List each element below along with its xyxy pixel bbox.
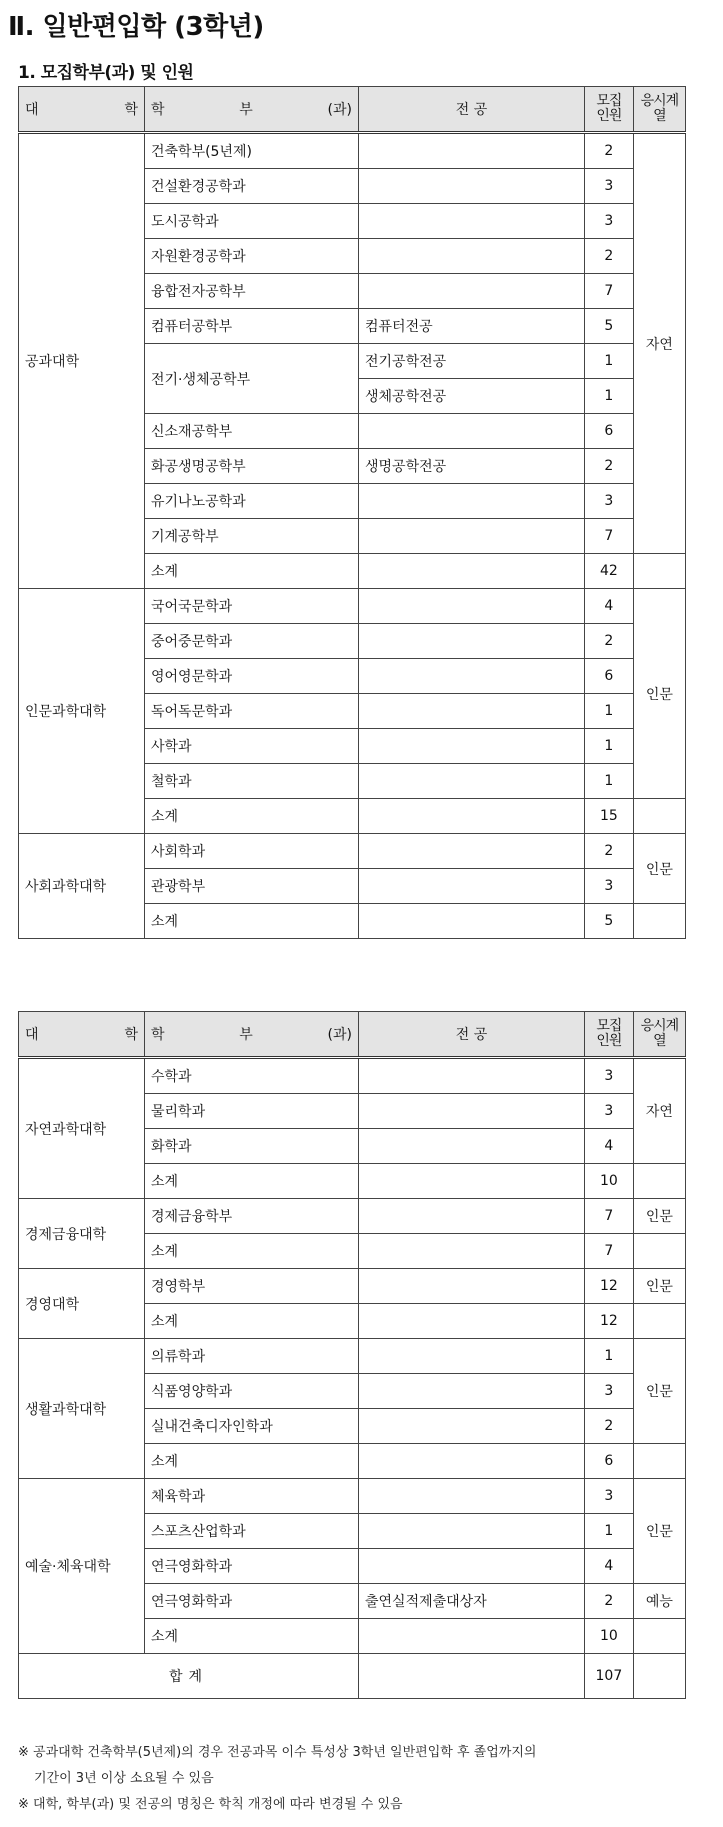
major-cell [359, 1234, 585, 1269]
major-cell [359, 1129, 585, 1164]
major-cell [359, 624, 585, 659]
major-cell [359, 1654, 585, 1699]
subtotal-count: 12 [584, 1304, 633, 1339]
college-cell: 생활과학대학 [19, 1339, 145, 1479]
major-cell [359, 519, 585, 554]
dept-cell: 독어독문학과 [145, 694, 359, 729]
grand-total-label: 합계 [19, 1654, 359, 1699]
count-cell: 2 [584, 239, 633, 274]
count-cell: 2 [584, 1409, 633, 1444]
table-header-row [19, 1012, 686, 1058]
track-cell: 자연 [633, 133, 685, 554]
major-cell [359, 729, 585, 764]
major-cell [359, 1058, 585, 1094]
major-cell [359, 554, 585, 589]
table-row [19, 1058, 686, 1094]
major-cell [359, 1409, 585, 1444]
subtotal-count: 15 [584, 799, 633, 834]
header-track: 응시계열 [633, 1012, 685, 1058]
major-cell [359, 484, 585, 519]
header-major: 전 공 [359, 1012, 585, 1058]
major-cell [359, 239, 585, 274]
major-cell [359, 1269, 585, 1304]
track-cell [633, 554, 685, 589]
dept-cell: 사학과 [145, 729, 359, 764]
dept-cell: 연극영화학과 [145, 1549, 359, 1584]
track-cell [633, 904, 685, 939]
major-cell: 생명공학전공 [359, 449, 585, 484]
count-cell: 3 [584, 169, 633, 204]
dept-cell: 컴퓨터공학부 [145, 309, 359, 344]
track-cell: 인문 [633, 589, 685, 799]
subtotal-label: 소계 [145, 554, 359, 589]
track-cell [633, 1234, 685, 1269]
dept-cell: 건설환경공학과 [145, 169, 359, 204]
count-cell: 3 [584, 1094, 633, 1129]
count-cell: 3 [584, 204, 633, 239]
track-cell: 인문 [633, 1479, 685, 1584]
major-cell [359, 204, 585, 239]
major-cell [359, 1339, 585, 1374]
dept-cell: 화공생명공학부 [145, 449, 359, 484]
major-cell [359, 1514, 585, 1549]
track-cell: 인문 [633, 834, 685, 904]
college-cell: 인문과학대학 [19, 589, 145, 834]
admission-table-1 [18, 86, 686, 939]
count-cell: 1 [584, 1339, 633, 1374]
count-cell: 3 [584, 1374, 633, 1409]
track-cell: 예능 [633, 1584, 685, 1619]
dept-cell: 건축학부(5년제) [145, 133, 359, 169]
dept-cell: 관광학부 [145, 869, 359, 904]
admission-table-2 [18, 1011, 686, 1699]
header-count: 모집인원 [584, 1012, 633, 1058]
major-cell [359, 764, 585, 799]
subtotal-count: 5 [584, 904, 633, 939]
table-row [19, 589, 686, 624]
header-major: 전 공 [359, 87, 585, 133]
major-cell: 출연실적제출대상자 [359, 1584, 585, 1619]
track-cell [633, 799, 685, 834]
dept-cell: 국어국문학과 [145, 589, 359, 624]
dept-cell: 기계공학부 [145, 519, 359, 554]
count-cell: 2 [584, 449, 633, 484]
subtotal-label: 소계 [145, 799, 359, 834]
header-dept: 학 부 (과) [145, 1012, 359, 1058]
subtotal-count: 7 [584, 1234, 633, 1269]
major-cell [359, 834, 585, 869]
dept-cell: 식품영양학과 [145, 1374, 359, 1409]
dept-cell: 실내건축디자인학과 [145, 1409, 359, 1444]
major-cell: 컴퓨터전공 [359, 309, 585, 344]
college-cell: 사회과학대학 [19, 834, 145, 939]
track-cell [633, 1444, 685, 1479]
dept-cell: 도시공학과 [145, 204, 359, 239]
count-cell: 3 [584, 484, 633, 519]
count-cell: 6 [584, 659, 633, 694]
count-cell: 1 [584, 694, 633, 729]
dept-cell: 전기·생체공학부 [145, 344, 359, 414]
track-cell: 인문 [633, 1269, 685, 1304]
count-cell: 3 [584, 1058, 633, 1094]
dept-cell: 중어중문학과 [145, 624, 359, 659]
count-cell: 7 [584, 274, 633, 309]
count-cell: 2 [584, 133, 633, 169]
subtotal-count: 6 [584, 1444, 633, 1479]
table-row [19, 1199, 686, 1234]
count-cell: 7 [584, 519, 633, 554]
college-cell: 경영대학 [19, 1269, 145, 1339]
track-cell: 자연 [633, 1058, 685, 1164]
subtotal-count: 10 [584, 1164, 633, 1199]
header-college: 대 학 [19, 87, 145, 133]
table-row [19, 1339, 686, 1374]
count-cell: 3 [584, 1479, 633, 1514]
major-cell [359, 1094, 585, 1129]
dept-cell: 체육학과 [145, 1479, 359, 1514]
dept-cell: 신소재공학부 [145, 414, 359, 449]
dept-cell: 유기나노공학과 [145, 484, 359, 519]
count-cell: 5 [584, 309, 633, 344]
footnotes [18, 1740, 536, 1818]
major-cell [359, 694, 585, 729]
count-cell: 1 [584, 1514, 633, 1549]
major-cell [359, 169, 585, 204]
subtotal-count: 10 [584, 1619, 633, 1654]
dept-cell: 의류학과 [145, 1339, 359, 1374]
major-cell [359, 414, 585, 449]
subtotal-label: 소계 [145, 1304, 359, 1339]
dept-cell: 사회학과 [145, 834, 359, 869]
dept-cell: 경영학부 [145, 1269, 359, 1304]
major-cell: 생체공학전공 [359, 379, 585, 414]
table-row [19, 1479, 686, 1514]
section-heading: 1. 모집학부(과) 및 인원 [18, 63, 194, 83]
footnote-continued: 기간이 3년 이상 소요될 수 있음 [34, 1771, 214, 1786]
track-cell: 인문 [633, 1339, 685, 1444]
dept-cell: 융합전자공학부 [145, 274, 359, 309]
major-cell [359, 869, 585, 904]
table-row [19, 133, 686, 169]
college-cell: 공과대학 [19, 133, 145, 589]
dept-cell: 자원환경공학과 [145, 239, 359, 274]
count-cell: 4 [584, 1129, 633, 1164]
college-cell: 예술·체육대학 [19, 1479, 145, 1654]
track-cell [633, 1619, 685, 1654]
count-cell: 12 [584, 1269, 633, 1304]
count-cell: 1 [584, 344, 633, 379]
table-header-row [19, 87, 686, 133]
count-cell: 1 [584, 379, 633, 414]
dept-cell: 수학과 [145, 1058, 359, 1094]
dept-cell: 연극영화학과 [145, 1584, 359, 1619]
subtotal-label: 소계 [145, 904, 359, 939]
major-cell [359, 1479, 585, 1514]
count-cell: 4 [584, 1549, 633, 1584]
count-cell: 2 [584, 624, 633, 659]
college-cell: 경제금융대학 [19, 1199, 145, 1269]
dept-cell: 영어영문학과 [145, 659, 359, 694]
subtotal-label: 소계 [145, 1444, 359, 1479]
count-cell: 4 [584, 589, 633, 624]
count-cell: 1 [584, 729, 633, 764]
track-cell [633, 1164, 685, 1199]
count-cell: 1 [584, 764, 633, 799]
major-cell: 전기공학전공 [359, 344, 585, 379]
subtotal-label: 소계 [145, 1234, 359, 1269]
major-cell [359, 1619, 585, 1654]
major-cell [359, 1374, 585, 1409]
major-cell [359, 589, 585, 624]
grand-total-row [19, 1654, 686, 1699]
subtotal-label: 소계 [145, 1164, 359, 1199]
major-cell [359, 133, 585, 169]
header-dept: 학 부 (과) [145, 87, 359, 133]
major-cell [359, 799, 585, 834]
count-cell: 3 [584, 869, 633, 904]
subtotal-label: 소계 [145, 1619, 359, 1654]
count-cell: 2 [584, 1584, 633, 1619]
major-cell [359, 274, 585, 309]
track-cell [633, 1304, 685, 1339]
footnote: ※ 대학, 학부(과) 및 전공의 명칭은 학칙 개정에 따라 변경될 수 있음 [18, 1797, 403, 1812]
count-cell: 2 [584, 834, 633, 869]
table-row [19, 1269, 686, 1304]
major-cell [359, 1444, 585, 1479]
major-cell [359, 1549, 585, 1584]
major-cell [359, 1164, 585, 1199]
dept-cell: 물리학과 [145, 1094, 359, 1129]
dept-cell: 화학과 [145, 1129, 359, 1164]
count-cell: 6 [584, 414, 633, 449]
subtotal-count: 42 [584, 554, 633, 589]
header-track: 응시계열 [633, 87, 685, 133]
header-count: 모집인원 [584, 87, 633, 133]
college-cell: 자연과학대학 [19, 1058, 145, 1199]
track-cell [633, 1654, 685, 1699]
page-heading: Ⅱ. 일반편입학 (3학년) [8, 12, 264, 42]
major-cell [359, 1304, 585, 1339]
count-cell: 7 [584, 1199, 633, 1234]
dept-cell: 철학과 [145, 764, 359, 799]
track-cell: 인문 [633, 1199, 685, 1234]
header-college: 대 학 [19, 1012, 145, 1058]
major-cell [359, 904, 585, 939]
dept-cell: 스포츠산업학과 [145, 1514, 359, 1549]
grand-total-count: 107 [584, 1654, 633, 1699]
footnote: ※ 공과대학 건축학부(5년제)의 경우 전공과목 이수 특성상 3학년 일반편입학 후 졸업까지의 [18, 1745, 537, 1760]
major-cell [359, 1199, 585, 1234]
dept-cell: 경제금융학부 [145, 1199, 359, 1234]
table-row [19, 834, 686, 869]
major-cell [359, 659, 585, 694]
